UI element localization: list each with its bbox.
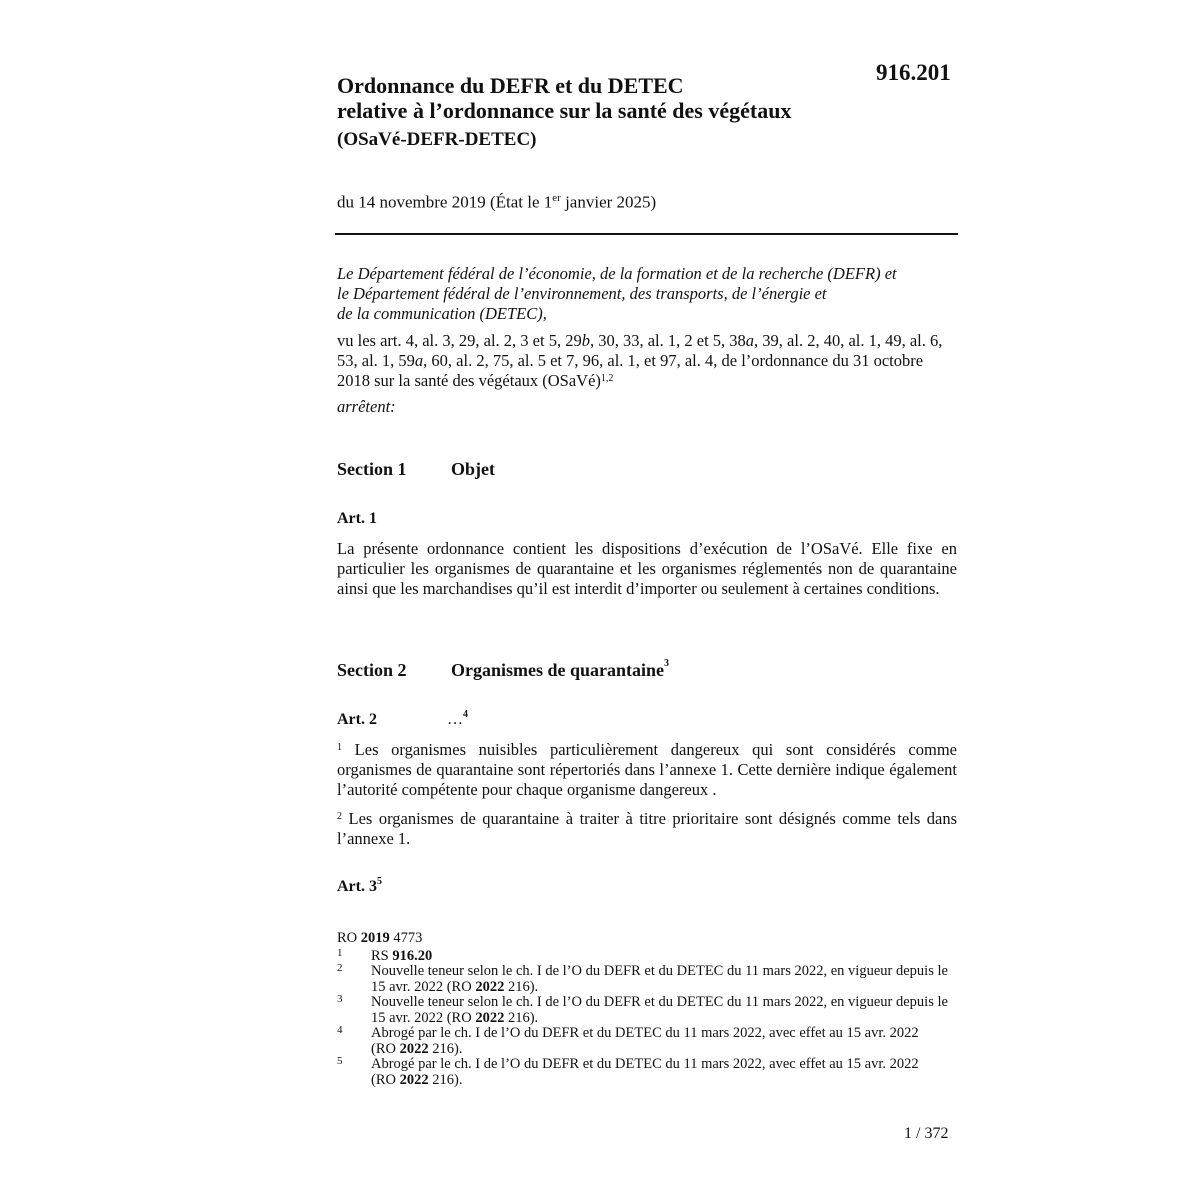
- footnote-number: 1: [337, 946, 343, 959]
- basis-text-4: , 60, al. 2, 75, al. 5 et 7, 96, al. 1, et 97, al. 4, de l’ordonnance du 31 octobre 2018 sur la santé des végétaux (OSaVé): [337, 351, 924, 390]
- section-1-title: Objet: [451, 459, 495, 479]
- article-2-paragraph-1: [337, 740, 957, 800]
- preamble-line-3: de la communication (DETEC),: [337, 304, 547, 323]
- footnote-text-end: 216).: [504, 1009, 539, 1026]
- ro-prefix: RO: [337, 930, 361, 946]
- title-line-2: relative à l’ordonnance sur la santé des végétaux: [337, 98, 792, 123]
- footnote-bold: 2022: [399, 1071, 429, 1088]
- footnote-text: RS: [371, 947, 393, 964]
- document-title: [337, 73, 877, 123]
- footnote-bold: 916.20: [392, 947, 433, 964]
- footnote-5: [337, 1057, 936, 1088]
- article-3-heading: [337, 878, 382, 896]
- date-prefix: du 14 novembre 2019 (État le 1: [337, 192, 553, 212]
- article-1-text: La présente ordonnance contient les dispositions d’exécution de l’OSaVé. Elle fixe en particulier les organismes de quarantaine et les organismes réglementés non de quarantaine ainsi que les marchandises qu’il est interdit d’importer ou seulement à certaines conditions.: [337, 539, 957, 598]
- footnote-text: Nouvelle teneur selon le ch. I de l’O du DEFR et du DETEC du 11 mars 2022, en vigueur depuis le 15 avr. 2022 (RO: [371, 994, 948, 1026]
- footnote-number: 5: [337, 1055, 343, 1067]
- footnote-text: Nouvelle teneur selon le ch. I de l’O du DEFR et du DETEC du 11 mars 2022, en vigueur depuis le 15 avr. 2022 (RO: [371, 963, 948, 995]
- preamble-legal-basis: [337, 331, 957, 391]
- basis-text-3: , 39, al. 2, 40, al. 1, 49, al. 6, 53, al. 1, 59: [337, 331, 943, 370]
- section-2-heading: [337, 660, 669, 681]
- footnote-bold: 2022: [475, 978, 505, 995]
- paragraph-2-text: Les organismes de quarantaine à traiter à titre prioritaire sont désignés comme tels dans l’annexe 1.: [337, 809, 957, 848]
- footnote-text-end: 216).: [428, 1071, 463, 1088]
- footnote-ref-1-2[interactable]: 1,2: [600, 373, 614, 384]
- paragraph-number-2: 2: [337, 811, 342, 822]
- footnote-2: [337, 964, 957, 995]
- basis-letter-b: b: [581, 331, 590, 350]
- footnote-number: 4: [337, 1024, 343, 1036]
- date-superscript: er: [552, 192, 561, 204]
- basis-text-1: vu les art. 4, al. 3, 29, al. 2, 3 et 5, 29: [337, 331, 582, 350]
- article-2-repealed-note: …: [446, 711, 463, 728]
- footnote-ref-3[interactable]: 3: [664, 658, 670, 669]
- footnote-text-end: 216).: [428, 1040, 463, 1057]
- footnote-1: [337, 946, 957, 965]
- preamble-line-1: Le Département fédéral de l’économie, de la formation et de la recherche (DEFR) et: [337, 264, 897, 283]
- footnote-bold: 2022: [475, 1009, 505, 1026]
- ro-page: 4773: [389, 930, 423, 946]
- footnote-number: 2: [337, 962, 343, 974]
- section-2-number: Section 2: [337, 660, 407, 680]
- date-suffix: janvier 2025): [560, 192, 657, 212]
- footnote-ref-4[interactable]: 4: [462, 709, 468, 720]
- article-2-paragraph-2: [337, 809, 957, 849]
- footnote-text: Abrogé par le ch. I de l’O du DEFR et du DETEC du 11 mars 2022, avec effet au 15 avr. 2022 (RO: [371, 1025, 919, 1057]
- section-1-number: Section 1: [337, 459, 407, 479]
- section-2-title: Organismes de quarantaine: [451, 660, 665, 680]
- basis-letter-a-2: a: [414, 351, 424, 370]
- paragraph-number-1: 1: [337, 742, 342, 753]
- footnote-bold: 2022: [399, 1040, 429, 1057]
- article-1-heading: Art. 1: [337, 510, 377, 527]
- page-number: 1 / 372: [904, 1125, 949, 1142]
- official-compilation-reference: [337, 931, 957, 947]
- document-date: [337, 192, 656, 213]
- article-3-label: Art. 3: [337, 878, 377, 895]
- ro-year: 2019: [360, 930, 390, 946]
- footnotes: [337, 931, 957, 1088]
- title-abbreviation: (OSaVé-DEFR-DETEC): [337, 129, 537, 150]
- article-2-heading: [337, 711, 468, 729]
- header-divider: [335, 233, 958, 235]
- footnote-ref-5[interactable]: 5: [376, 876, 382, 887]
- document-number: 916.201: [876, 60, 951, 85]
- footnote-text: Abrogé par le ch. I de l’O du DEFR et du DETEC du 11 mars 2022, avec effet au 15 avr. 2022 (RO: [371, 1056, 919, 1088]
- footnote-3: [337, 995, 957, 1026]
- article-2-label: Art. 2: [337, 711, 377, 728]
- footnote-text-end: 216).: [504, 978, 539, 995]
- basis-text-2: , 30, 33, al. 1, 2 et 5, 38: [589, 331, 746, 350]
- basis-letter-a-1: a: [745, 331, 755, 350]
- section-1-heading: [337, 459, 495, 480]
- preamble-line-2: le Département fédéral de l’environnement, des transports, de l’énergie et: [337, 284, 827, 303]
- preamble-arretent: arrêtent:: [337, 397, 396, 416]
- title-line-1: Ordonnance du DEFR et du DETEC: [337, 73, 684, 98]
- preamble-authorities: [337, 264, 957, 324]
- footnote-number: 3: [337, 993, 343, 1005]
- paragraph-1-text: Les organismes nuisibles particulièrement dangereux qui sont considérés comme organismes de quarantaine sont répertoriés dans l’annexe 1. Cette dernière indique également l’autorité compétente pour chaque organisme dangereux .: [337, 740, 957, 799]
- footnote-4: [337, 1026, 936, 1057]
